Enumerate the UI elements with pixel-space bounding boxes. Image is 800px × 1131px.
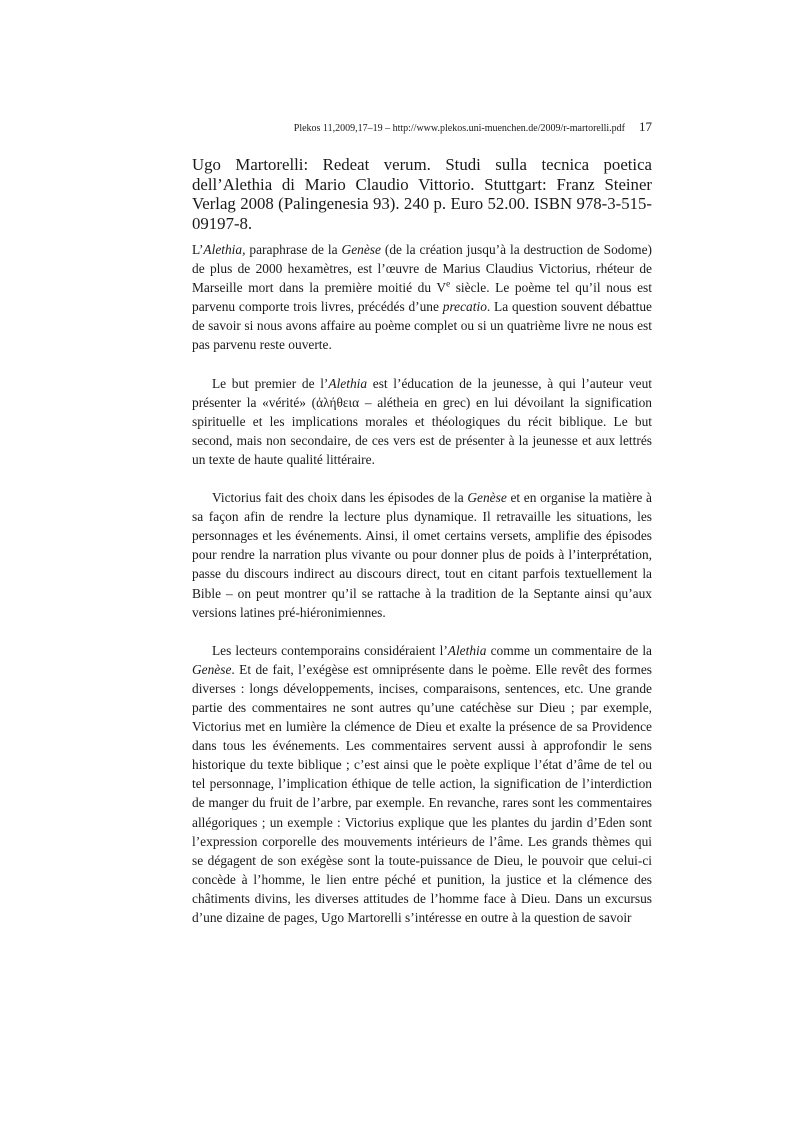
italic-title: Alethia,: [203, 242, 246, 257]
text-run: L’: [192, 242, 204, 257]
text-run: (de la création jusqu’à la destruction de Sodome) de plus de 2000 hexamètres, est l’œuvre de Marius Claudius Victorius, rhéteur de Marseille mort dans la première moitié du V: [192, 242, 652, 296]
running-head: [192, 120, 652, 136]
italic-title: Alethia: [447, 642, 487, 658]
text-run: . La question souvent débattue de savoir si nous avons affaire au poème complet ou si un quatrième livre ne nous est pas parvenu reste ouverte.: [192, 299, 652, 353]
italic-title: Alethia: [328, 375, 368, 391]
text-run: Victorius fait des choix dans les épisodes de la: [212, 490, 468, 506]
text-run: comme un commentaire de la: [486, 642, 652, 658]
text-run: . Et de fait, l’exégèse est omniprésente dans le poème. Elle revêt des formes diverses : longs développements, incises, comparaisons, sentences, etc. Une grande partie des commentaires ne sont autres qu’une catéchèse sur Dieu ; par exemple, Victorius met en lumière la clémence de Dieu et exalte la présence de sa Providence dans tous les événements. Les commentaires servent aussi à approfondir le sens historique du texte biblique ; c’est ainsi que le poète explique l’état d’âme de tel ou tel personnage, l’implication éthique de telle action, la signification de l’interdiction de manger du fruit de l’arbre, par exemple. En revanche, rares sont les commentaires allégoriques ; un exemple : Victorius explique que les plantes du jardin d’Eden sont l’expression corporelle des mouvements intérieurs de l’âme. Les grands thèmes qui se dégagent de son exégèse sont la toute-puissance de Dieu, le pouvoir que celui-ci concède à l’homme, le lien entre péché et punition, la justice et la clémence des châtiments divins, les diverses attitudes de l’homme face à Dieu. Dans un excursus d’une dizaine de pages, Ugo Martorelli s’intéresse en outre à la question de savoir: [192, 661, 652, 925]
text-run: Le but premier de l’: [212, 375, 329, 391]
book-title: Ugo Martorelli: Redeat verum. Studi sulla tecnica poetica dell’Alethia di Mario Claudio Vittorio. Stuttgart: Franz Steiner Verlag 2008 (Palingenesia 93). 240 p. Euro 52.00. ISBN 978-3-515-09197-8.: [192, 155, 652, 233]
paragraph-4: [192, 641, 652, 927]
paragraph-2: [192, 374, 652, 469]
italic-title: Genèse: [341, 242, 381, 257]
text-run: est l’éducation de la jeunesse, à qui l’auteur veut présenter la «vérité» (ἀλήθεια – alétheia en grec) en lui dévoilant la signification spirituelle et les implications morales et théologiques du récit biblique. Le but second, mais non secondaire, de ces vers est de présenter à la jeunesse et aux lettrés un texte de haute qualité littéraire.: [192, 375, 652, 467]
italic-title: Genèse: [192, 661, 232, 677]
text-run: paraphrase de la: [245, 242, 342, 257]
paragraph-3: [192, 488, 652, 622]
page-number: 17: [639, 119, 652, 134]
review-body: [192, 240, 652, 946]
italic-title: Genèse: [467, 490, 507, 506]
paragraph-1: [192, 240, 652, 355]
text-run: Les lecteurs contemporains considéraient l’: [212, 642, 448, 658]
text-run: siècle. Le poème tel qu’il nous est parvenu comporte trois livres, précédés d’une: [192, 280, 652, 315]
text-run: et en organise la matière à sa façon afin de rendre la lecture plus dynamique. Il retravaille les situations, les personnages et les événements. Ainsi, il omet certains versets, amplifie des épisodes pour rendre la narration plus vivante ou pour donner plus de poids à l’interprétation, passe du discours indirect au discours direct, tout en citant parfois textuellement la Bible – on peut montrer qu’il se rattache à la tradition de la Septante ainsi qu’aux versions latines pré-hiéronimiennes.: [192, 490, 652, 620]
italic-term: precatio: [442, 299, 487, 315]
running-head-citation: Plekos 11,2009,17–19 – http://www.plekos.uni-muenchen.de/2009/r-martorelli.pdf: [293, 123, 625, 134]
superscript: e: [446, 278, 451, 289]
